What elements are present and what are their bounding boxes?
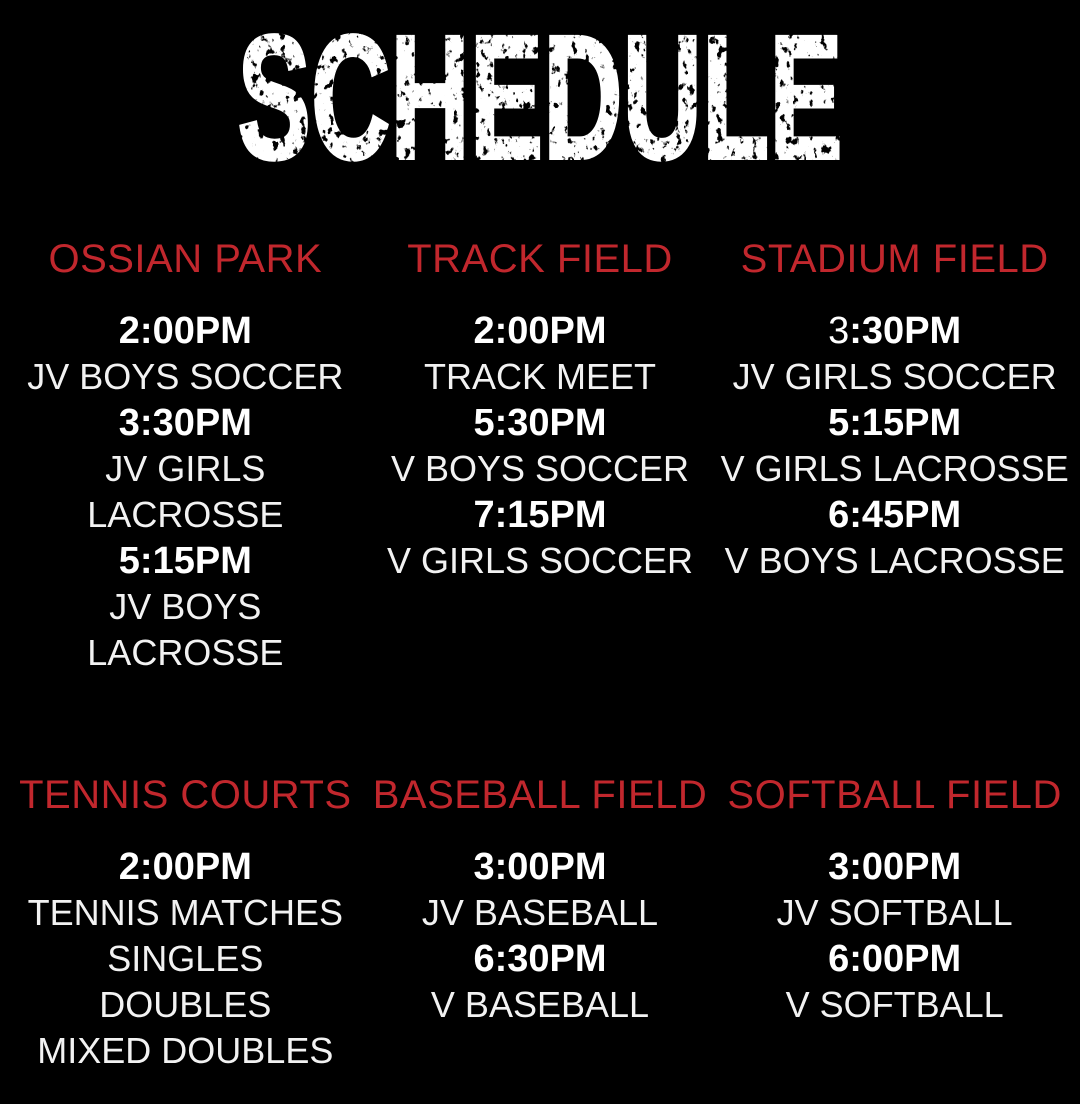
event-time: 5:15PM bbox=[828, 402, 962, 444]
poster-title: SCHEDULE bbox=[237, 0, 843, 196]
event-time bbox=[717, 308, 1072, 354]
event-time: 2:00PM bbox=[118, 846, 252, 888]
event-name: DOUBLES bbox=[99, 984, 272, 1025]
schedule-row-top bbox=[0, 236, 1080, 676]
schedule-row-bottom bbox=[0, 772, 1080, 1074]
event-name: V BOYS SOCCER bbox=[390, 448, 690, 489]
event-name: V SOFTBALL bbox=[785, 984, 1004, 1025]
event-time: 6:45PM bbox=[828, 494, 962, 536]
event-name: JV BASEBALL bbox=[421, 892, 659, 933]
venue-header: TRACK FIELD bbox=[407, 237, 673, 281]
event-name: JV BOYS LACROSSE bbox=[87, 586, 284, 673]
venue-header: STADIUM FIELD bbox=[740, 237, 1049, 281]
event-time: 5:30PM bbox=[473, 402, 607, 444]
event-time: 5:15PM bbox=[118, 540, 252, 582]
event-name: TENNIS MATCHES bbox=[27, 892, 343, 933]
venue-header: TENNIS COURTS bbox=[19, 773, 352, 817]
venue-section-stadium-field bbox=[717, 236, 1072, 676]
event-time: 6:30PM bbox=[473, 938, 607, 980]
event-name: V GIRLS SOCCER bbox=[386, 540, 694, 581]
event-time: 7:15PM bbox=[473, 494, 607, 536]
event-name: TRACK MEET bbox=[423, 356, 656, 397]
event-time: 2:00PM bbox=[118, 310, 252, 352]
event-name: JV GIRLS LACROSSE bbox=[87, 448, 284, 535]
event-time: 6:00PM bbox=[828, 938, 962, 980]
event-name: JV SOFTBALL bbox=[776, 892, 1013, 933]
event-time-regular-digit: 3 bbox=[828, 310, 850, 352]
event-time: 3:30PM bbox=[118, 402, 252, 444]
event-time: 3:00PM bbox=[473, 846, 607, 888]
venue-header: BASEBALL FIELD bbox=[372, 773, 708, 817]
event-name: JV BOYS SOCCER bbox=[27, 356, 344, 397]
venue-section-softball-field bbox=[717, 772, 1072, 1074]
venue-section-baseball-field bbox=[363, 772, 718, 1074]
event-name: V BOYS LACROSSE bbox=[724, 540, 1065, 581]
event-time: 2:00PM bbox=[473, 310, 607, 352]
venue-section-track-field bbox=[363, 236, 718, 676]
venue-section-tennis-courts bbox=[8, 772, 363, 1074]
venue-header: OSSIAN PARK bbox=[48, 237, 323, 281]
event-name: SINGLES bbox=[107, 938, 264, 979]
event-name: V GIRLS LACROSSE bbox=[720, 448, 1069, 489]
title-banner bbox=[0, 0, 1080, 196]
event-name: MIXED DOUBLES bbox=[37, 1030, 334, 1071]
venue-section-ossian-park bbox=[8, 236, 363, 676]
event-name: V BASEBALL bbox=[430, 984, 650, 1025]
event-time: 3:00PM bbox=[828, 846, 962, 888]
event-time-bold-part: :30PM bbox=[849, 310, 962, 352]
venue-header: SOFTBALL FIELD bbox=[727, 773, 1062, 817]
event-name: JV GIRLS SOCCER bbox=[732, 356, 1057, 397]
